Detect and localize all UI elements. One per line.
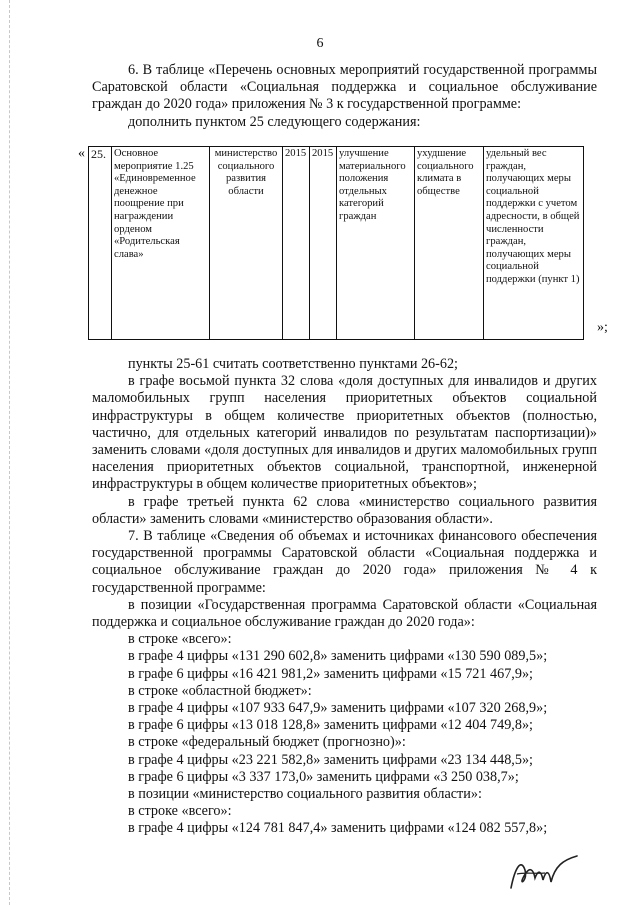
page-number: 6 <box>316 36 324 51</box>
paragraph-line-total: в строке «всего»: <box>128 631 232 648</box>
paragraph-line-federal: в строке «федеральный бюджет (прогнозно)»: <box>128 734 406 751</box>
intro-paragraph-add: дополнить пунктом 25 следующего содержания: <box>128 113 421 130</box>
paragraph-section-7: 7. В таблице «Сведения об объемах и источниках финансового обеспечения государственной программы Саратовской области «Социальная поддержка и социальное обслуживание граждан до 2020 года» приложения № 4 к государственной программе: <box>92 528 597 596</box>
paragraph-total-col6: в графе 6 цифры «16 421 981,2» заменить цифрами «15 721 467,9»; <box>128 665 533 682</box>
paragraph-renumber: пункты 25-61 считать соответственно пунктами 26-62; <box>128 356 459 372</box>
paragraph-position-ministry: в позиции «министерство социального развития области»: <box>128 786 482 803</box>
paragraph-position-program: в позиции «Государственная программа Саратовской области «Социальная поддержка и социальное обслуживание граждан до 2020 года»: <box>92 596 597 631</box>
binding-margin-line <box>9 0 10 905</box>
cell-consequences: ухудшение социального климата в обществе <box>415 147 484 340</box>
intro-paragraph-6: 6. В таблице «Перечень основных мероприятий государственной программы Саратовской области «Социальная поддержка и социальное обслуживание граждан до 2020 года» приложения № 3 к государственной программе: <box>92 62 597 113</box>
cell-number: 25. <box>89 147 112 340</box>
program-table <box>88 146 584 340</box>
paragraph-ministry-col4: в графе 4 цифры «124 781 847,4» заменить цифрами «124 082 557,8»; <box>128 820 548 837</box>
cell-activity-name: Основное мероприятие 1.25 «Единовременное денежное поощрение при награждении орденом «Родительская слава» <box>112 147 210 340</box>
cell-expected-result: улучшение материального положения отдельных категорий граждан <box>337 147 415 340</box>
amendments-block <box>92 356 597 838</box>
paragraph-federal-col4: в графе 4 цифры «23 221 582,8» заменить цифрами «23 134 448,5»; <box>128 751 533 768</box>
paragraph-total-col4: в графе 4 цифры «131 290 602,8» заменить цифрами «130 590 089,5»; <box>128 648 548 665</box>
cell-executor: министерство социального развития области <box>210 147 283 340</box>
paragraph-ministry-line-total: в строке «всего»: <box>128 803 232 820</box>
cell-indicator: удельный вес граждан, получающих меры социальной поддержки с учетом адресности, в общей численности граждан, получающих меры социальной поддержки (пункт 1) <box>484 147 584 340</box>
cell-year-start: 2015 <box>283 147 310 340</box>
table-row <box>89 147 584 340</box>
intro-block <box>92 62 597 131</box>
table-quote-close: »; <box>597 320 608 335</box>
paragraph-regional-col4: в графе 4 цифры «107 933 647,9» заменить цифрами «107 320 268,9»; <box>128 700 548 717</box>
handwritten-signature-icon <box>505 848 585 898</box>
paragraph-item-32: в графе восьмой пункта 32 слова «доля доступных для инвалидов и других маломобильных групп населения приоритетных объектов социальной инфраструктуры в общем количестве приоритетных объектов (полностью, частично, для отдельных категорий инвалидов по результатам паспортизации)» заменить словами «доля доступных для инвалидов и других маломобильных групп населения приоритетных объектов социальной, транспортной, инженерной инфраструктуры в общем количестве приоритетных объектов»; <box>92 373 597 493</box>
paragraph-line-regional: в строке «областной бюджет»: <box>128 682 312 699</box>
paragraph-regional-col6: в графе 6 цифры «13 018 128,8» заменить цифрами «12 404 749,8»; <box>128 717 533 734</box>
table-quote-open: « <box>78 146 85 161</box>
paragraph-item-62: в графе третьей пункта 62 слова «министерство социального развития области» заменить словами «министерство образования области». <box>92 493 597 527</box>
cell-year-end: 2015 <box>310 147 337 340</box>
paragraph-federal-col6: в графе 6 цифры «3 337 173,0» заменить цифрами «3 250 038,7»; <box>128 768 519 785</box>
